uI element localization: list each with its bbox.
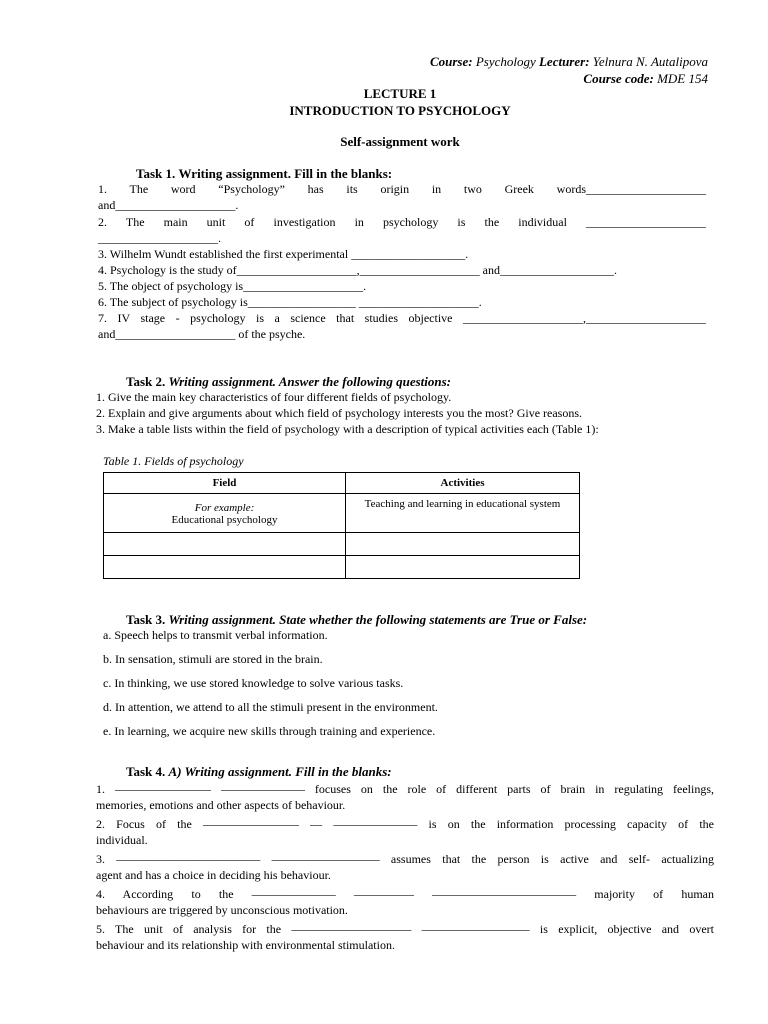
empty-activity-cell [346, 556, 580, 579]
table-header-row [104, 473, 580, 494]
list-item: e. In learning, we acquire new skills through training and experience. [103, 724, 436, 738]
lecture-number: LECTURE 1 [363, 86, 437, 101]
task2-question-3: 3. Make a table lists within the field of psychology with a description of typical activities each (Table 1): [96, 422, 599, 436]
list-item: b. In sensation, stimuli are stored in the brain. [103, 652, 323, 666]
task4-line-10: behaviour and its relationship with environmental stimulation. [96, 938, 395, 952]
task3-label: Task 3. [126, 612, 166, 627]
task2-label: Task 2. [126, 374, 166, 389]
task4-title: A) Writing assignment. Fill in the blanks: [168, 764, 392, 779]
example-label: For example: [194, 502, 255, 514]
course-code-label: Course code: [583, 71, 654, 86]
task1-heading [136, 166, 392, 182]
task3-heading [126, 612, 587, 628]
task1-line-10: and____________________ of the psyche. [98, 327, 306, 341]
activity-cell: Teaching and learning in educational system [346, 494, 580, 533]
fields-table [103, 472, 580, 579]
lecturer-label: Lecturer: [538, 54, 590, 69]
task2-question-1: 1. Give the main key characteristics of four different fields of psychology. [96, 390, 452, 404]
task1-line-4: ____________________. [98, 231, 221, 245]
section-subtitle: Self-assignment work [340, 134, 460, 149]
empty-field-cell [104, 556, 346, 579]
task1-line-7: 5. The object of psychology is____________________. [98, 279, 367, 293]
table-row [104, 556, 580, 579]
task4-line-6: agent and has a choice in deciding his behaviour. [96, 868, 331, 882]
task4-line-3: 2. Focus of the ———————— — ——————— is on the information processing capacity of the [96, 817, 714, 831]
task3-title: Writing assignment. State whether the following statements are True or False: [168, 612, 588, 627]
task1-line-3: 2. The main unit of investigation in psychology is the individual ____________________ [98, 215, 706, 229]
task1-line-8: 6. The subject of psychology is__________________ ____________________. [98, 295, 482, 309]
task2-question-2: 2. Explain and give arguments about which field of psychology interests you the most? Give reasons. [96, 406, 583, 420]
task4-label: Task 4. [126, 764, 166, 779]
empty-activity-cell [346, 533, 580, 556]
empty-field-cell [104, 533, 346, 556]
list-item: d. In attention, we attend to all the stimuli present in the environment. [103, 700, 438, 714]
task2-title: Writing assignment. Answer the following questions: [168, 374, 451, 389]
task1-line-6: 4. Psychology is the study of____________________,____________________ and___________________. [98, 263, 617, 277]
task1-label: Task 1. [136, 166, 176, 181]
task4-line-1: 1. ———————— ——————— focuses on the role of different parts of brain in regulating feelings, [96, 782, 714, 796]
task4-line-2: memories, emotions and other aspects of behaviour. [96, 798, 346, 812]
lecture-title: INTRODUCTION TO PSYCHOLOGY [289, 103, 511, 118]
task1-line-1: 1. The word “Psychology” has its origin in two Greek words____________________ [98, 182, 706, 196]
field-cell [104, 494, 346, 533]
task1-title: Writing assignment. Fill in the blanks: [178, 166, 393, 181]
task4-line-8: behaviours are triggered by unconscious motivation. [96, 903, 348, 917]
task4-line-9: 5. The unit of analysis for the —————————— ————————— is explicit, objective and overt [96, 922, 714, 936]
task1-line-5: 3. Wilhelm Wundt established the first experimental ___________________. [98, 247, 469, 261]
task1-line-9: 7. IV stage - psychology is a science that studies objective ____________________,____________________ [98, 311, 706, 325]
course-lecturer-line [430, 54, 708, 70]
list-item: c. In thinking, we use stored knowledge to solve various tasks. [103, 676, 404, 690]
course-code-value: MDE 154 [657, 71, 708, 86]
course-label: Course: [429, 54, 473, 69]
task4-line-5: 3. ———————————— ————————— assumes that the person is active and self- actualizing [96, 852, 714, 866]
course-value: Psychology [475, 54, 536, 69]
task4-line-7: 4. According to the ——————— ————— ———————————— majority of human [96, 887, 714, 901]
task2-heading [126, 374, 451, 390]
table-row [104, 533, 580, 556]
table-row [104, 494, 580, 533]
lecturer-value: Yelnura N. Autalipova [592, 54, 708, 69]
column-header-activities: Activities [346, 473, 580, 494]
task1-line-2: and____________________. [98, 198, 239, 212]
column-header-field: Field [104, 473, 346, 494]
task4-heading [126, 764, 392, 780]
list-item: a. Speech helps to transmit verbal information. [103, 628, 328, 642]
task4-line-4: individual. [96, 833, 148, 847]
table-caption: Table 1. Fields of psychology [103, 454, 244, 468]
course-code-line [583, 71, 708, 87]
example-field: Educational psychology [171, 514, 278, 526]
